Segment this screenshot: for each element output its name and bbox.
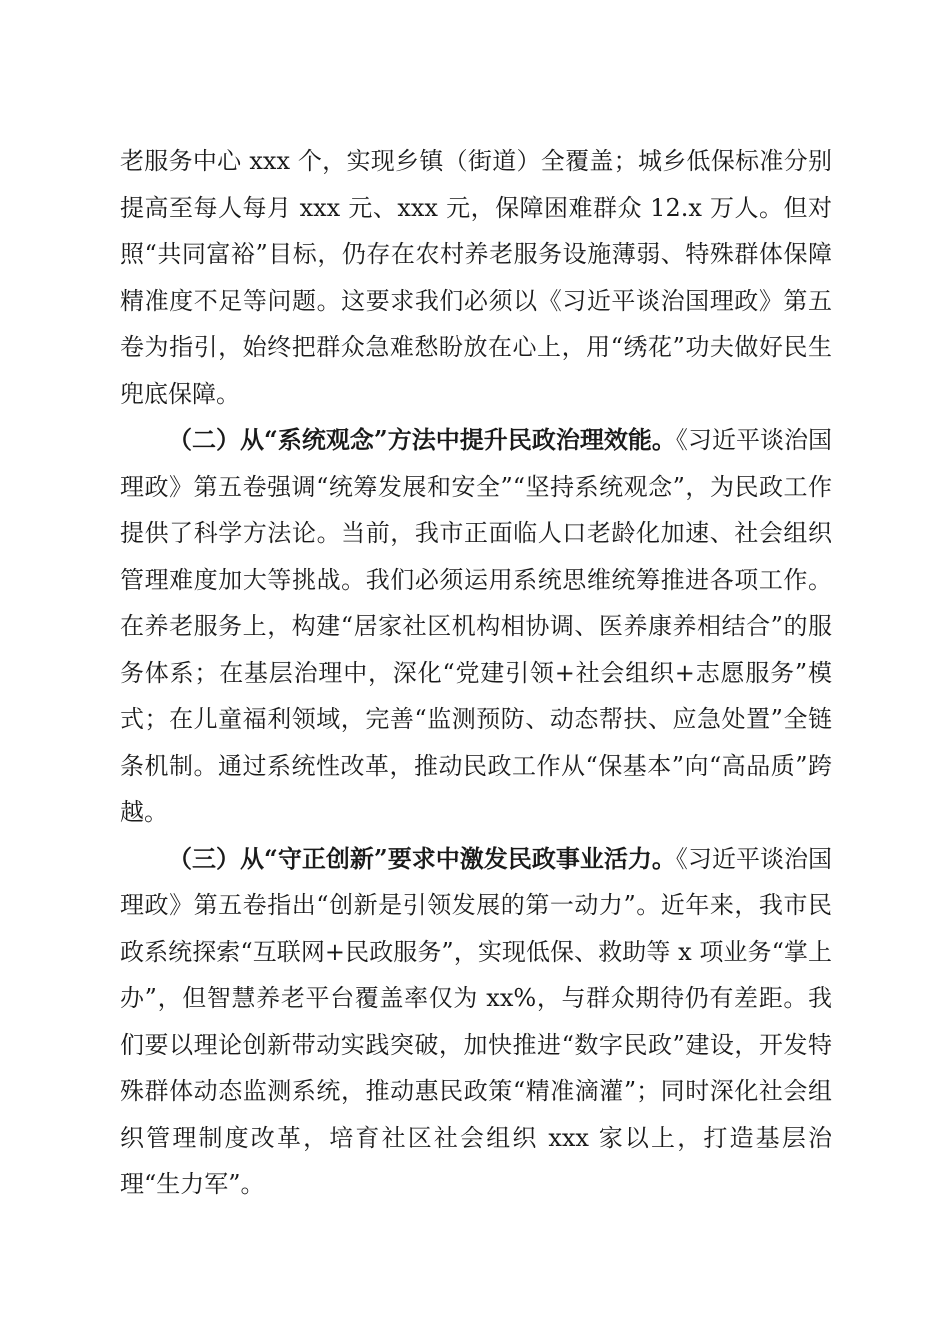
- paragraph-text: 《习近平谈治国理政》第五卷强调“统筹发展和安全”“坚持系统观念”，为民政工作提供了科学方法论。当前，我市正面临人口老龄化加速、社会组织管理难度加大等挑战。我们必须运用系统思维统筹推进各项工作。在养老服务上，构建“居家社区机构相协调、医养康养相结合”的服务体系；在基层治理中，深化“党建引领+社会组织+志愿服务”模式；在儿童福利领域，完善“监测预防、动态帮扶、应急处置”全链条机制。通过系统性改革，推动民政工作从“保基本”向“高品质”跨越。: [120, 426, 833, 826]
- paragraph-section-two: [120, 417, 832, 836]
- paragraph-text: 《习近平谈治国理政》第五卷指出“创新是引领发展的第一动力”。近年来，我市民政系统探索“互联网+民政服务”，实现低保、救助等 x 项业务“掌上办”，但智慧养老平台覆盖率仅为 xx%，与群众期待仍有差距。我们要以理论创新带动实践突破，加快推进“数字民政”建设，开发特殊群体动态监测系统，推动惠民政策“精准滴灌”；同时深化社会组织管理制度改革，培育社区社会组织 xxx 家以上，打造基层治理“生力军”。: [120, 844, 833, 1198]
- section-heading-three: （三）从“守正创新”要求中激发民政事业活力。: [168, 843, 676, 873]
- paragraph-text: 老服务中心 xxx 个，实现乡镇（街道）全覆盖；城乡低保标准分别提高至每人每月 xxx 元、xxx 元，保障困难群众 12.x 万人。但对照“共同富裕”目标，仍存在农村养老服务设施薄弱、特殊群体保障精准度不足等问题。这要求我们必须以《习近平谈治国理政》第五卷为指引，始终把群众急难愁盼放在心上，用“绣花”功夫做好民生兜底保障。: [120, 147, 832, 408]
- paragraph-section-three: [120, 836, 832, 1208]
- paragraph-continuation: [120, 138, 832, 417]
- section-heading-two: （二）从“系统观念”方法中提升民政治理效能。: [168, 425, 676, 454]
- document-body: [120, 138, 832, 1208]
